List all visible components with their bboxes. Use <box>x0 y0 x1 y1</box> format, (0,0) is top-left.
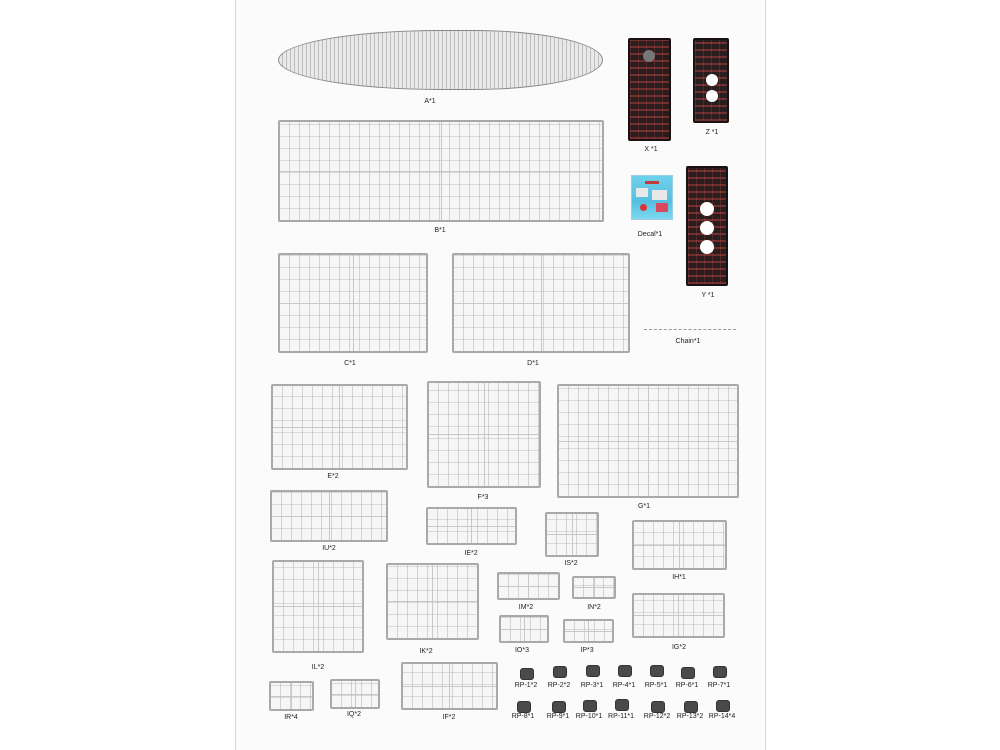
resin-label: RP-7*1 <box>707 682 731 689</box>
label-io: IO*3 <box>514 647 530 654</box>
sprue-im <box>497 572 560 600</box>
resin-label: RP-11*1 <box>608 713 634 720</box>
pe-hole <box>706 74 718 86</box>
resin-part <box>650 665 664 677</box>
label-ie: IE*2 <box>464 550 478 557</box>
label-il: IL*2 <box>311 664 325 671</box>
resin-part <box>553 666 567 678</box>
pe-hole <box>700 221 714 235</box>
label-ig: IG*2 <box>671 644 687 651</box>
label-c: C*1 <box>344 360 356 367</box>
sprue-if <box>401 662 498 710</box>
decal-flag <box>636 188 648 197</box>
sprue-io <box>499 615 549 643</box>
resin-label: RP-13*2 <box>676 713 704 720</box>
label-a: A*1 <box>424 98 436 105</box>
sprue-f <box>427 381 541 488</box>
resin-label: RP-2*2 <box>547 682 571 689</box>
sprue-is <box>545 512 599 557</box>
resin-label: RP-5*1 <box>644 682 668 689</box>
pe-hole <box>706 90 718 102</box>
decal-mark <box>640 204 647 211</box>
resin-part <box>713 666 727 678</box>
sprue-ip <box>563 619 614 643</box>
label-ip: IP*3 <box>580 647 594 654</box>
resin-part <box>586 665 600 677</box>
sprue-b <box>278 120 604 222</box>
sprue-g <box>557 384 739 498</box>
decal-flag <box>656 203 668 212</box>
label-z: Z *1 <box>705 129 719 136</box>
sprue-ik <box>386 563 479 640</box>
sprue-c <box>278 253 428 353</box>
sprue-d <box>452 253 630 353</box>
label-ir: IR*4 <box>284 714 298 721</box>
label-iq: IQ*2 <box>346 711 362 718</box>
label-decal: Decal*1 <box>637 231 663 238</box>
chain-part <box>644 329 736 332</box>
label-e: E*2 <box>327 473 339 480</box>
resin-part <box>520 668 534 680</box>
label-x: X *1 <box>644 146 658 153</box>
label-d: D*1 <box>527 360 539 367</box>
sprue-iq <box>330 679 380 709</box>
photo-etch-z <box>693 38 729 123</box>
decal-flag <box>652 190 667 200</box>
label-im: IM*2 <box>518 604 534 611</box>
label-b: B*1 <box>434 227 446 234</box>
sprue-ig <box>632 593 725 638</box>
label-g: G*1 <box>637 503 651 510</box>
decal-sheet <box>631 175 673 220</box>
resin-part <box>618 665 632 677</box>
resin-label: RP-12*2 <box>643 713 671 720</box>
label-ik: IK*2 <box>419 648 433 655</box>
label-ih: IH*1 <box>672 574 686 581</box>
resin-label: RP-9*1 <box>546 713 570 720</box>
label-in: IN*2 <box>587 604 601 611</box>
sprue-iu <box>270 490 388 542</box>
pe-hole <box>700 202 714 216</box>
photo-etch-y <box>686 166 728 286</box>
label-is: IS*2 <box>564 560 578 567</box>
sprue-ih <box>632 520 727 570</box>
label-chain: Chain*1 <box>675 338 701 345</box>
hull-part-a <box>278 30 603 90</box>
resin-part <box>615 699 629 711</box>
sprue-in <box>572 576 616 599</box>
resin-part <box>684 701 698 713</box>
sprue-il <box>272 560 364 653</box>
resin-part <box>651 701 665 713</box>
sprue-ir <box>269 681 314 711</box>
pe-hole <box>643 50 655 62</box>
resin-part <box>517 701 531 713</box>
resin-part <box>681 667 695 679</box>
sprue-ie <box>426 507 517 545</box>
pe-hole <box>700 240 714 254</box>
decal-flag <box>645 181 659 184</box>
resin-label: RP-8*1 <box>511 713 535 720</box>
resin-label: RP-4*1 <box>612 682 636 689</box>
resin-label: RP-6*1 <box>675 682 699 689</box>
resin-label: RP-1*2 <box>514 682 538 689</box>
photo-etch-x <box>628 38 671 141</box>
label-f: F*3 <box>477 494 489 501</box>
label-y: Y *1 <box>701 292 715 299</box>
resin-label: RP-14*4 <box>708 713 736 720</box>
label-iu: IU*2 <box>322 545 336 552</box>
resin-part <box>716 700 730 712</box>
resin-part <box>552 701 566 713</box>
resin-label: RP-10*1 <box>575 713 603 720</box>
resin-part <box>583 700 597 712</box>
label-if: IF*2 <box>442 714 456 721</box>
sprue-e <box>271 384 408 470</box>
resin-label: RP-3*1 <box>580 682 604 689</box>
